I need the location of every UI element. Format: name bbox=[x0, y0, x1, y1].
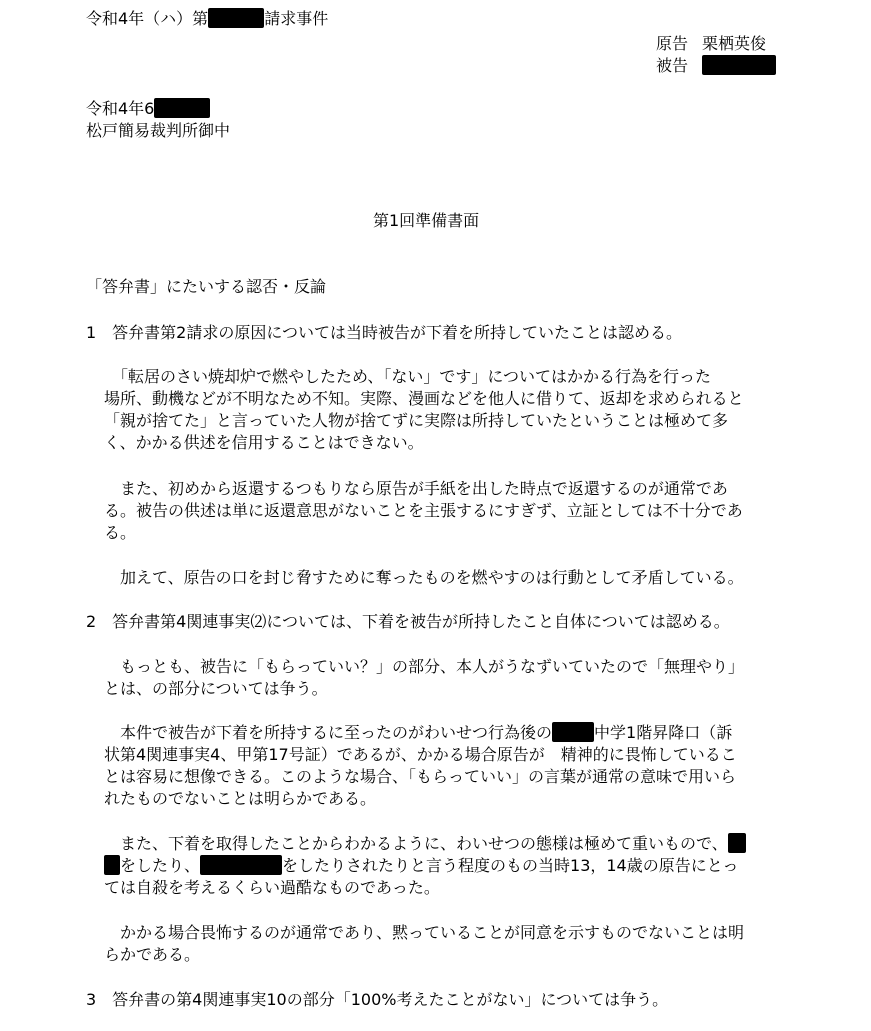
paragraph-line: れたものでないことは明らかである。 bbox=[104, 789, 377, 808]
case-number-prefix: 令和4年（ハ）第 bbox=[86, 9, 209, 28]
paragraph-line bbox=[104, 855, 746, 877]
paragraph-9 bbox=[104, 922, 744, 966]
redaction-box bbox=[104, 855, 120, 875]
paragraph-line: る。 bbox=[104, 523, 137, 542]
plaintiff-name: 栗栖英俊 bbox=[702, 34, 767, 53]
redaction-box bbox=[208, 8, 264, 28]
section-heading: 「答弁書」にたいする認否・反論 bbox=[86, 277, 327, 296]
paragraph-6 bbox=[104, 656, 744, 700]
defendant-line bbox=[656, 55, 776, 77]
paragraph-8 bbox=[104, 833, 746, 899]
redaction-box bbox=[702, 55, 776, 75]
paragraph-line: る。被告の供述は単に返還意思がないことを主張するにすぎず、立証としては不十分であ bbox=[104, 501, 743, 520]
redaction-box bbox=[200, 855, 282, 875]
paragraph-text: をしたりされたりと言う程度のもの当時13，14歳の原告にとっ bbox=[282, 856, 739, 875]
redaction-box bbox=[154, 98, 210, 118]
paragraph-line bbox=[104, 722, 737, 744]
date-line bbox=[86, 98, 210, 120]
paragraph-line: 場所、動機などが不明なため不知。実際、漫画などを他人に借りて、返却を求められると bbox=[104, 389, 744, 408]
paragraph-line: とは容易に想像できる。このような場合、「もらっていい」の言葉が通常の意味で用いら bbox=[104, 767, 737, 786]
paragraph-line: かかる場合畏怖するのが通常であり、黙っていることが同意を示すものでないことは明 bbox=[104, 923, 745, 942]
paragraph-text: 中学1階昇降口（訴 bbox=[594, 723, 733, 742]
paragraph-line: また、初めから返還するつもりなら原告が手紙を出した時点で返還するのが通常であ bbox=[104, 479, 728, 498]
paragraph-5: 2 答弁書第4関連事実⑵については、下着を被告が所持したこと自体については認める。 bbox=[86, 612, 730, 631]
paragraph-1: 1 答弁書第2請求の原因については当時被告が下着を所持していたことは認める。 bbox=[86, 323, 683, 342]
paragraph-text: 本件で被告が下着を所持するに至ったのがわいせつ行為後の bbox=[104, 723, 553, 742]
document-title: 第1回準備書面 bbox=[373, 211, 480, 230]
paragraph-line: とは、の部分については争う。 bbox=[104, 679, 328, 698]
redaction-box bbox=[552, 722, 594, 742]
paragraph-line: らかである。 bbox=[104, 945, 201, 964]
paragraph-line: く、かかる供述を信用することはできない。 bbox=[104, 433, 424, 452]
case-title-suffix: 請求事件 bbox=[264, 9, 329, 28]
paragraph-line: もっとも、被告に「もらっていい？」の部分、本人がうなずいていたので「無理やり」 bbox=[104, 657, 745, 676]
paragraph-line: ては自殺を考えるくらい過酷なものであった。 bbox=[104, 878, 440, 897]
paragraph-line: 「転居のさい焼却炉で燃やしたため、「ない」です」についてはかかる行為を行った bbox=[104, 367, 712, 386]
paragraph-line bbox=[104, 833, 746, 855]
case-number-line bbox=[86, 8, 328, 30]
redaction-box bbox=[728, 833, 746, 853]
paragraph-line: 状第4関連事実4、甲第17号証）であるが、かかる場合原告が 精神的に畏怖しているこ bbox=[104, 745, 737, 764]
plaintiff-line bbox=[656, 33, 766, 55]
defendant-label: 被告 bbox=[656, 56, 689, 75]
date-prefix: 令和4年6 bbox=[86, 99, 155, 118]
court-name: 松戸簡易裁判所御中 bbox=[86, 121, 231, 140]
paragraph-10: 3 答弁書の第4関連事実10の部分「100%考えたことがない」については争う。 bbox=[86, 990, 669, 1009]
paragraph-text: また、下着を取得したことからわかるように、わいせつの態様は極めて重いもので、 bbox=[104, 834, 728, 853]
paragraph-line: 「親が捨てた」と言っていた人物が捨てずに実際は所持していたということは極めて多 bbox=[104, 411, 729, 430]
plaintiff-label: 原告 bbox=[656, 34, 689, 53]
paragraph-2 bbox=[104, 366, 744, 454]
paragraph-3 bbox=[104, 478, 743, 544]
paragraph-text: をしたり、 bbox=[120, 856, 201, 875]
paragraph-4: 加えて、原告の口を封じ脅すために奪ったものを燃やすのは行動として矛盾している。 bbox=[104, 568, 744, 587]
paragraph-7 bbox=[104, 722, 737, 810]
